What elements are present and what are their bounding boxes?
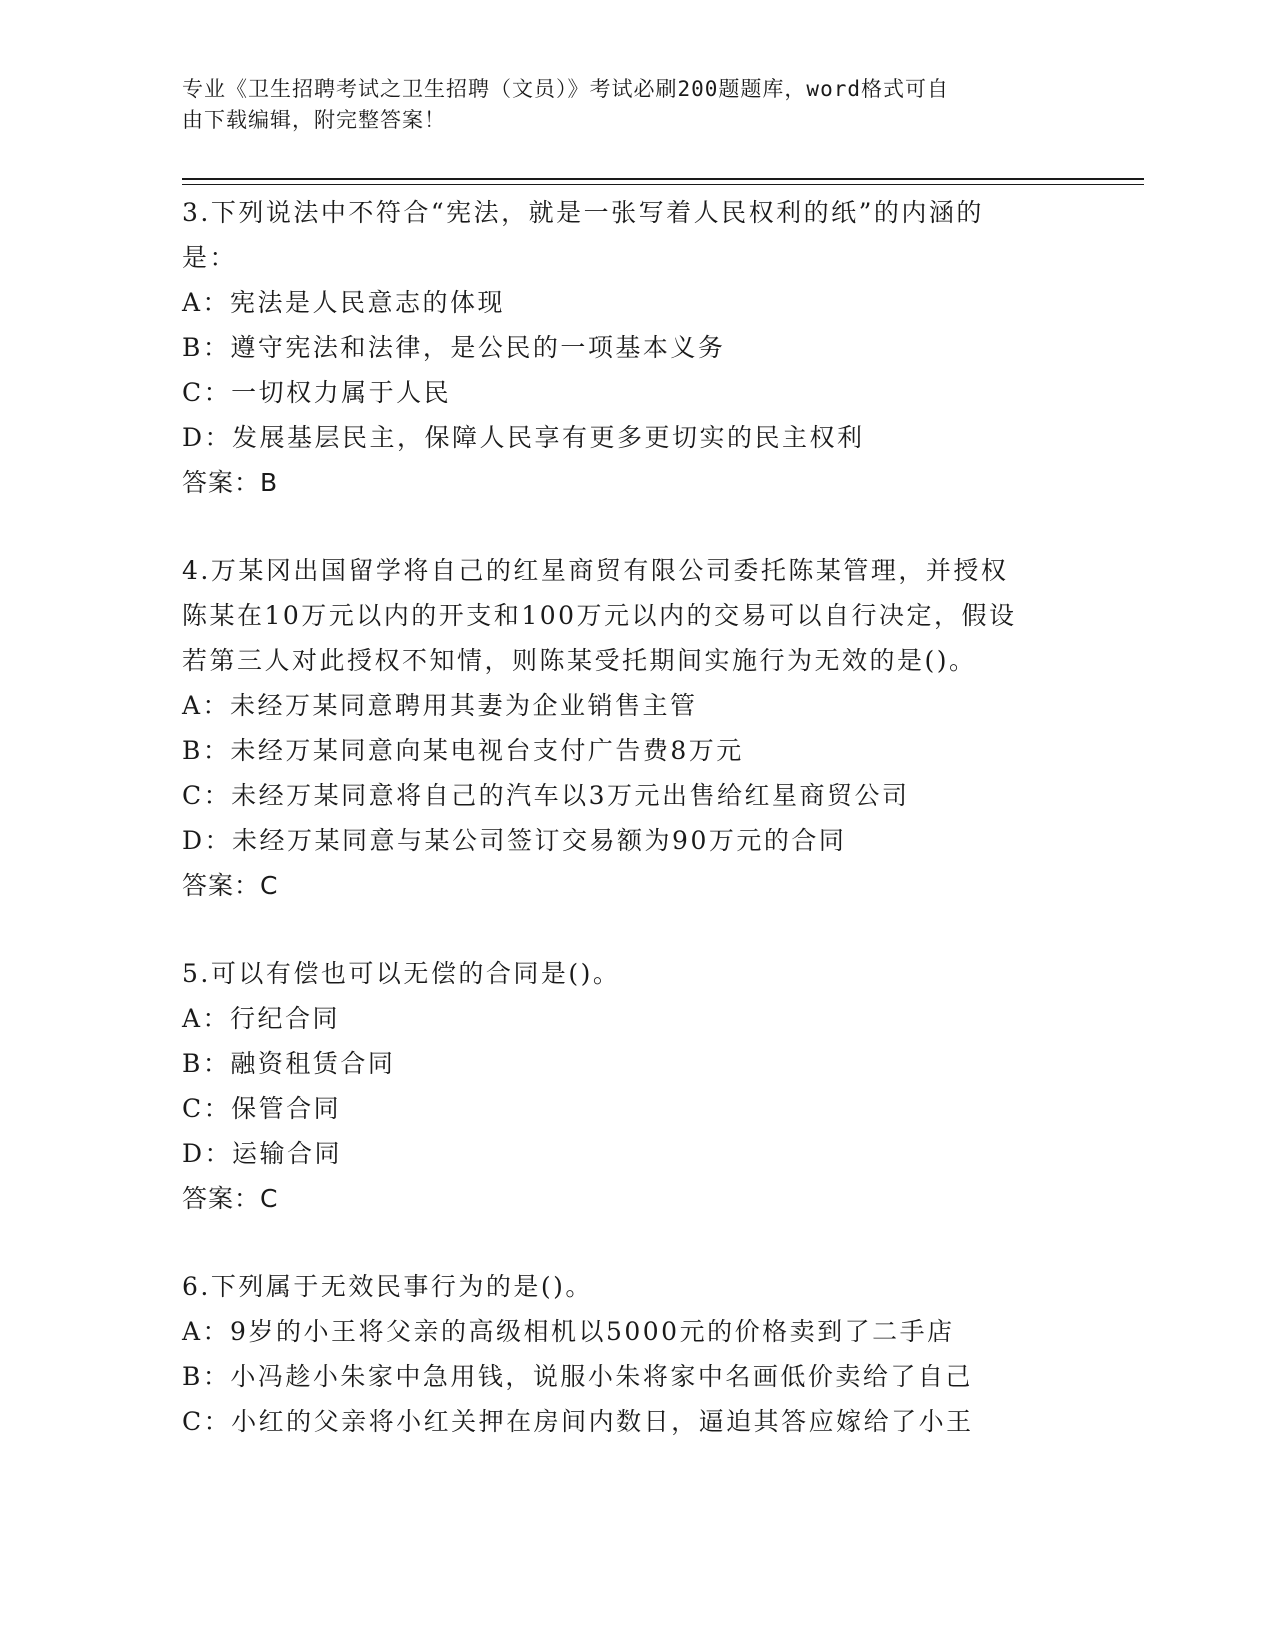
question-5-stem-line-1: 5.可以有偿也可以无偿的合同是()。	[182, 959, 621, 988]
question-3-option-d: D：发展基层民主，保障人民享有更多更切实的民主权利	[182, 423, 865, 452]
question-3-option-b: B：遵守宪法和法律，是公民的一项基本义务	[182, 333, 726, 362]
question-5-option-a: A：行纪合同	[182, 1004, 341, 1033]
question-6-option-a: A：9岁的小王将父亲的高级相机以5000元的价格卖到了二手店	[182, 1317, 955, 1346]
question-spacer	[182, 1221, 1082, 1264]
question-6-stem-line-1: 6.下列属于无效民事行为的是()。	[182, 1272, 593, 1301]
question-spacer	[182, 908, 1082, 951]
header-line-2: 由下载编辑，附完整答案！	[182, 108, 446, 132]
question-4-stem-line-2: 陈某在10万元以内的开支和100万元以内的交易可以自行决定，假设	[182, 601, 1017, 630]
header-divider-thick	[182, 178, 1144, 180]
question-6-option-c: C：小红的父亲将小红关押在房间内数日，逼迫其答应嫁给了小王	[182, 1407, 974, 1436]
question-4-answer: 答案：C	[182, 871, 279, 900]
question-3-option-c: C：一切权力属于人民	[182, 378, 452, 407]
question-5-option-c: C：保管合同	[182, 1094, 342, 1123]
question-4-stem-line-1: 4.万某冈出国留学将自己的红星商贸有限公司委托陈某管理，并授权	[182, 556, 1009, 585]
question-6-option-b: B：小冯趁小朱家中急用钱，说服小朱将家中名画低价卖给了自己	[182, 1362, 973, 1391]
question-4-option-b: B：未经万某同意向某电视台支付广告费8万元	[182, 736, 744, 765]
question-3	[182, 190, 1082, 505]
question-3-answer: 答案：B	[182, 468, 279, 497]
question-3-option-a: A：宪法是人民意志的体现	[182, 288, 506, 317]
header-divider-thin	[182, 184, 1144, 185]
question-4-option-c: C：未经万某同意将自己的汽车以3万元出售给红星商贸公司	[182, 781, 910, 810]
question-3-stem-line-2: 是：	[182, 243, 238, 272]
question-5	[182, 951, 1082, 1221]
question-5-option-d: D：运输合同	[182, 1139, 343, 1168]
question-list	[182, 190, 1082, 1444]
question-3-stem-line-1: 3.下列说法中不符合“宪法，就是一张写着人民权利的纸”的内涵的	[182, 198, 984, 227]
question-5-option-b: B：融资租赁合同	[182, 1049, 396, 1078]
question-4-option-a: A：未经万某同意聘用其妻为企业销售主管	[182, 691, 698, 720]
question-4	[182, 548, 1082, 908]
question-4-stem-line-3: 若第三人对此授权不知情，则陈某受托期间实施行为无效的是()。	[182, 646, 977, 675]
header-line-1: 专业《卫生招聘考试之卫生招聘（文员）》考试必刷200题题库，word格式可自	[182, 77, 949, 101]
question-spacer	[182, 505, 1082, 548]
document-header	[182, 74, 1042, 136]
question-4-option-d: D：未经万某同意与某公司签订交易额为90万元的合同	[182, 826, 847, 855]
question-6	[182, 1264, 1082, 1444]
question-5-answer: 答案：C	[182, 1184, 279, 1213]
